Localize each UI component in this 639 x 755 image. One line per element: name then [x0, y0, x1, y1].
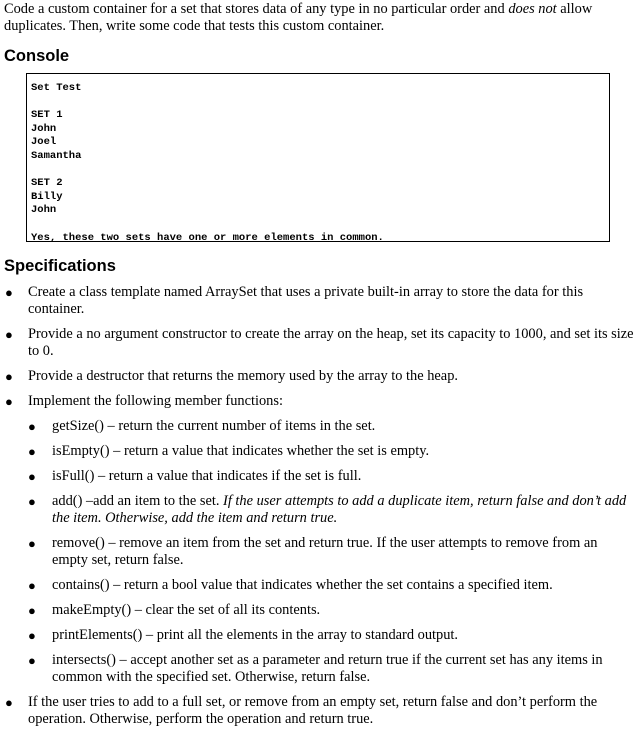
spec-item-text: Provide a destructor that returns the memory used by the array to the heap.	[28, 368, 458, 384]
member-function-text: isFull() – return a value that indicates if the set is full.	[52, 468, 362, 484]
bullet-icon: ●	[28, 653, 36, 668]
member-function-item	[4, 602, 634, 619]
spec-item	[4, 284, 634, 318]
intro-text-1: Code a custom container for a set that stores data of any type in no particular order and	[4, 1, 509, 17]
console-line: John	[31, 122, 57, 135]
specifications-list	[4, 284, 634, 728]
console-line: John	[31, 204, 57, 217]
member-function-text: isEmpty() – return a value that indicates whether the set is empty.	[52, 443, 430, 459]
member-function-item	[4, 652, 634, 686]
spec-item-text: Implement the following member functions:	[28, 393, 283, 409]
intro-emphasis: does not	[508, 1, 557, 17]
console-line: SET 2	[31, 177, 63, 190]
member-functions-list	[28, 418, 634, 686]
bullet-icon: ●	[28, 536, 36, 551]
console-line: Joel	[31, 136, 57, 149]
member-function-text: getSize() – return the current number of items in the set.	[52, 418, 376, 434]
member-function-item	[4, 627, 634, 644]
member-function-text: remove() – remove an item from the set and return true. If the user attempts to remove from an empty set, return false.	[52, 535, 598, 568]
console-line: Billy	[31, 190, 63, 203]
spec-item-text: If the user tries to add to a full set, or remove from an empty set, return false and don’t perform the operation. Otherwise, perform the operation and return true.	[28, 694, 598, 727]
bullet-icon: ●	[5, 327, 13, 342]
spec-item-text: Create a class template named ArraySet that uses a private built-in array to store the data for this container.	[28, 284, 584, 317]
console-line: Samantha	[31, 149, 82, 162]
bullet-icon: ●	[28, 578, 36, 593]
member-function-item	[4, 535, 634, 569]
bullet-icon: ●	[5, 695, 13, 710]
bullet-icon: ●	[5, 369, 13, 384]
member-function-text: makeEmpty() – clear the set of all its contents.	[52, 602, 321, 618]
member-function-text: add() –add an item to the set.	[52, 493, 224, 509]
console-output-box	[26, 73, 610, 242]
bullet-icon: ●	[5, 394, 13, 409]
console-line	[31, 218, 609, 232]
intro-paragraph	[4, 1, 634, 35]
bullet-icon: ●	[28, 603, 36, 618]
bullet-icon: ●	[28, 444, 36, 459]
specifications-heading: Specifications	[4, 257, 116, 275]
intro-text-2: allow duplicates. Then, write some code that tests this custom container.	[4, 1, 593, 34]
member-function-item	[4, 493, 634, 527]
console-line	[31, 96, 609, 110]
spec-item	[4, 393, 634, 686]
console-line	[31, 164, 609, 178]
member-function-text: printElements() – print all the elements in the array to standard output.	[52, 627, 459, 643]
document-page	[4, 0, 634, 728]
spec-item	[4, 326, 634, 360]
spec-item	[4, 368, 634, 385]
member-function-italic-text: If the user attempts to add a duplicate item, return false and don’t add the item. Otherwise, add the item and return true.	[52, 493, 627, 526]
console-line: Set Test	[31, 82, 82, 94]
console-line: SET 1	[31, 109, 63, 122]
member-function-item	[4, 443, 634, 460]
member-function-text: intersects() – accept another set as a parameter and return true if the current set has any items in common with the specified set. Otherwise, return false.	[52, 652, 603, 685]
console-line: Yes, these two sets have one or more elements in common.	[31, 231, 384, 244]
bullet-icon: ●	[28, 628, 36, 643]
member-function-item	[4, 577, 634, 594]
spec-item	[4, 694, 634, 728]
member-function-item	[4, 468, 634, 485]
bullet-icon: ●	[28, 469, 36, 484]
bullet-icon: ●	[28, 494, 36, 509]
bullet-icon: ●	[5, 285, 13, 300]
console-heading: Console	[4, 47, 70, 65]
member-function-item	[4, 418, 634, 435]
spec-item-text: Provide a no argument constructor to create the array on the heap, set its capacity to 1000, and set its size to 0.	[28, 326, 634, 359]
member-function-text: contains() – return a bool value that indicates whether the set contains a specified item.	[52, 577, 553, 593]
bullet-icon: ●	[28, 419, 36, 434]
